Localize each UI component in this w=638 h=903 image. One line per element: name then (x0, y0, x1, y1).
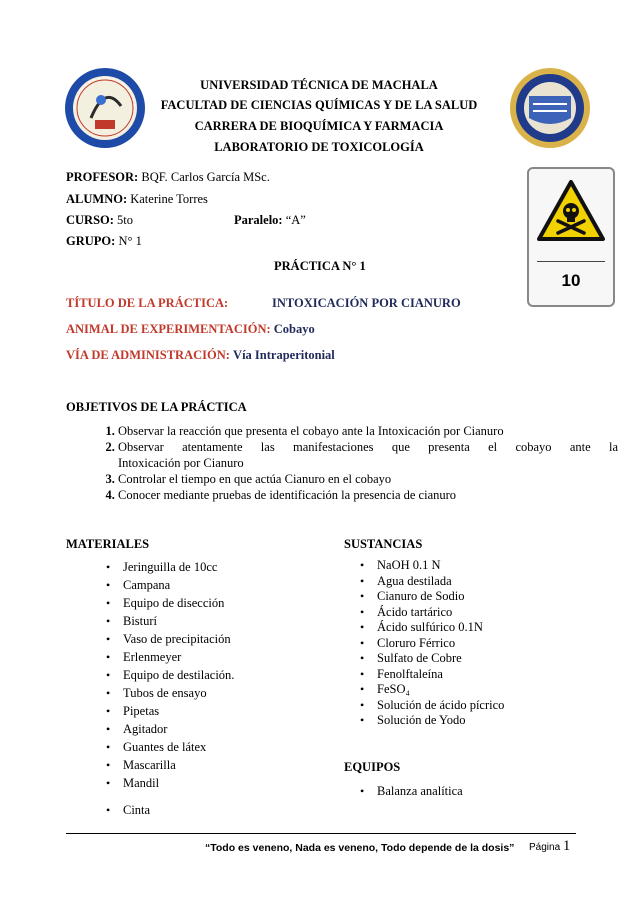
alumno-value: Katerine Torres (130, 192, 208, 206)
laboratory-name: LABORATORIO DE TOXICOLOGÍA (214, 140, 424, 154)
profesor-value: BQF. Carlos García MSc. (141, 170, 270, 184)
alumno-label: ALUMNO: (66, 192, 128, 206)
career-name: CARRERA DE BIOQUÍMICA Y FARMACIA (194, 119, 444, 133)
list-item: • Cloruro Férrico (355, 636, 504, 652)
footer-quote: “Todo es veneno, Nada es veneno, Todo depende de la dosis” (205, 842, 515, 854)
list-item: • Tubos de ensayo (101, 684, 234, 702)
curso-label: CURSO: (66, 213, 114, 227)
list-item: • Cianuro de Sodio (355, 589, 504, 605)
list-item: • Sulfato de Cobre (355, 651, 504, 667)
list-item: • Ácido tartárico (355, 605, 504, 621)
footer-divider (66, 833, 576, 834)
curso-line (66, 213, 133, 228)
list-item: • NaOH 0.1 N (355, 558, 504, 574)
grupo-line (66, 234, 142, 249)
materiales-list (101, 558, 234, 792)
list-item: • Agitador (101, 720, 234, 738)
list-item: • Erlenmeyer (101, 648, 234, 666)
materiales-heading: MATERIALES (66, 537, 150, 551)
objetivo-item: 3. Controlar el tiempo en que actúa Cianuro en el cobayo (118, 471, 618, 487)
equipos-heading: EQUIPOS (344, 760, 401, 774)
list-item: • Balanza analítica (355, 782, 463, 800)
animal-line (66, 322, 315, 337)
titulo-line (66, 296, 228, 311)
equipos-list (355, 782, 463, 800)
animal-label: ANIMAL DE EXPERIMENTACIÓN: (66, 322, 271, 336)
profesor-label: PROFESOR: (66, 170, 139, 184)
sign-number: 10 (561, 271, 581, 290)
list-item: • FeSO₄ (355, 682, 504, 698)
materiales-list-cont (101, 801, 150, 819)
list-item: • Ácido sulfúrico 0.1N (355, 620, 504, 636)
list-item: • Equipo de disección (101, 594, 234, 612)
page-label: Página (529, 842, 561, 853)
objetivo-item: 4. Conocer mediante pruebas de identificación la presencia de cianuro (118, 487, 618, 503)
paralelo-value: “A” (285, 213, 306, 227)
via-line (66, 348, 335, 363)
paralelo-line (234, 213, 306, 228)
page-indicator (529, 838, 570, 855)
list-item: • Pipetas (101, 702, 234, 720)
via-value: Vía Intraperitonial (233, 348, 335, 362)
list-item: • Agua destilada (355, 574, 504, 590)
list-item: • Guantes de látex (101, 738, 234, 756)
university-name: UNIVERSIDAD TÉCNICA DE MACHALA (200, 78, 438, 92)
titulo-value-line (272, 296, 461, 311)
page-number: 1 (562, 838, 571, 854)
grupo-value: N° 1 (118, 234, 142, 248)
titulo-value: INTOXICACIÓN POR CIANURO (272, 296, 461, 310)
alumno-line (66, 192, 208, 207)
list-item: • Bisturí (101, 612, 234, 630)
grupo-label: GRUPO: (66, 234, 116, 248)
toxic-sign (527, 167, 615, 307)
list-item: • Jeringuilla de 10cc (101, 558, 234, 576)
skull-crossbones-warning-icon (536, 179, 606, 243)
via-label: VÍA DE ADMINISTRACIÓN: (66, 348, 230, 362)
sustancias-list (355, 558, 504, 729)
objetivo-item: 2. Observar atentamente las manifestaciones que presenta el cobayo ante la Intoxicación por Cianuro (118, 439, 618, 471)
objetivos-heading: OBJETIVOS DE LA PRÁCTICA (66, 400, 247, 414)
animal-value: Cobayo (273, 322, 315, 336)
objetivo-item: 1. Observar la reacción que presenta el cobayo ante la Intoxicación por Cianuro (118, 423, 618, 439)
practica-title: PRÁCTICA N° 1 (274, 259, 366, 273)
list-item: • Solución de ácido pícrico (355, 698, 504, 714)
paralelo-label: Paralelo: (234, 213, 283, 227)
list-item: • Solución de Yodo (355, 713, 504, 729)
sustancias-heading: SUSTANCIAS (344, 537, 423, 551)
list-item: • Mascarilla (101, 756, 234, 774)
list-item: • Cinta (101, 801, 150, 819)
list-item: • Mandil (101, 774, 234, 792)
curso-value: 5to (117, 213, 134, 227)
titulo-label: TÍTULO DE LA PRÁCTICA: (66, 296, 229, 310)
list-item: • Vaso de precipitación (101, 630, 234, 648)
list-item: • Campana (101, 576, 234, 594)
profesor-line (66, 170, 270, 185)
list-item: • Equipo de destilación. (101, 666, 234, 684)
objetivos-list (66, 423, 618, 503)
faculty-name: FACULTAD DE CIENCIAS QUÍMICAS Y DE LA SALUD (160, 98, 478, 112)
list-item: • Fenolftaleína (355, 667, 504, 683)
